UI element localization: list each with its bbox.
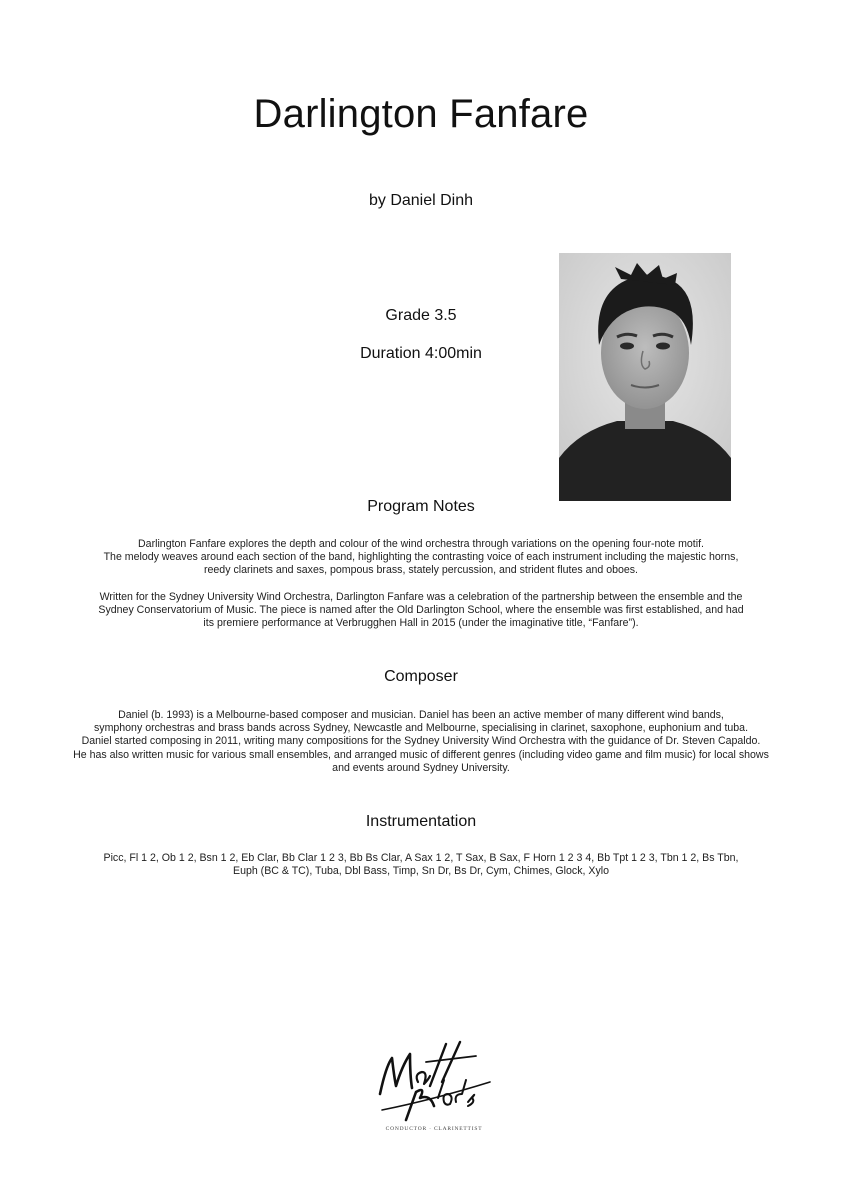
composer-bio <box>0 709 842 775</box>
instrumentation-list <box>0 852 842 878</box>
matt-klods-signature-logo <box>372 1036 496 1132</box>
instrumentation-heading: Instrumentation <box>365 813 477 830</box>
composer-bio-line: symphony orchestras and brass bands across Sydney, Newcastle and Melbourne, specialising in clarinet, saxophone, euphonium and tuba. <box>93 722 749 735</box>
logo-tagline: CONDUCTOR · CLARINETTIST <box>385 1126 483 1132</box>
program-notes-line: Darlington Fanfare explores the depth and colour of the wind orchestra through variations on the opening four-note motif. <box>138 538 704 550</box>
composer-portrait-photo <box>559 253 731 501</box>
program-notes-line: Sydney Conservatorium of Music. The piece is named after the Old Darlington School, where the ensemble was first established, and had <box>98 604 744 617</box>
duration-label: Duration 4:00min <box>360 345 482 362</box>
composer-bio-line: Daniel started composing in 2011, writing many compositions for the Sydney University Wind Orchestra with the guidance of Dr. Steven Capaldo. <box>81 735 761 748</box>
program-notes-heading: Program Notes <box>367 498 475 515</box>
program-notes-paragraph-2 <box>0 591 842 631</box>
composer-bio-line: Daniel (b. 1993) is a Melbourne-based composer and musician. Daniel has been an active member of many different wind bands, <box>118 709 724 721</box>
composer-heading: Composer <box>384 668 458 685</box>
program-notes-line: its premiere performance at Verbrugghen Hall in 2015 (under the imaginative title, “Fanfare”). <box>203 617 639 630</box>
program-notes-paragraph-1 <box>0 538 842 578</box>
program-notes-line: Written for the Sydney University Wind Orchestra, Darlington Fanfare was a celebration of the partnership between the ensemble and the <box>99 591 743 603</box>
program-notes-line: reedy clarinets and saxes, pompous brass, stately percussion, and strident flutes and oboes. <box>204 564 638 577</box>
program-notes-line: The melody weaves around each section of the band, highlighting the contrasting voice of each instrument including the majestic horns, <box>103 551 739 564</box>
composer-byline: by Daniel Dinh <box>368 192 474 209</box>
grade-label: Grade 3.5 <box>385 307 457 324</box>
instrumentation-line: Euph (BC & TC), Tuba, Dbl Bass, Timp, Sn Dr, Bs Dr, Cym, Chimes, Glock, Xylo <box>233 865 609 878</box>
instrumentation-line: Picc, Fl 1 2, Ob 1 2, Bsn 1 2, Eb Clar, Bb Clar 1 2 3, Bb Bs Clar, A Sax 1 2, T Sax, B Sax, F Horn 1 2 3 4, Bb Tpt 1 2 3, Tbn 1 2, Bs Tbn, <box>103 852 739 864</box>
piece-title: Darlington Fanfare <box>253 92 589 136</box>
composer-bio-line: and events around Sydney University. <box>332 761 510 774</box>
composer-bio-line: He has also written music for various small ensembles, and arranged music of different genres (including video game and film music) for local shows <box>73 748 769 761</box>
